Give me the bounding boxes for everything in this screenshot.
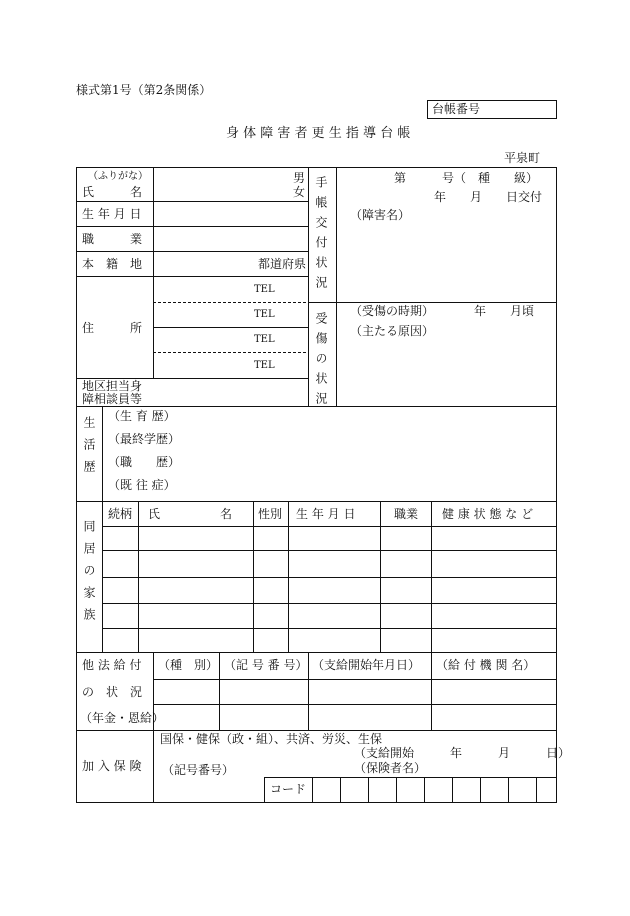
injury-cause-label: （主たる原因） <box>350 324 435 338</box>
address-field-2[interactable] <box>154 328 249 352</box>
other-benefits-header-agency: （給 付 機 関 名） <box>436 658 536 672</box>
family-header-relation: 続柄 <box>108 507 133 521</box>
address-label: 住 所 <box>82 321 143 335</box>
birth-date-field[interactable] <box>154 202 307 226</box>
prefecture-label: 都道府県 <box>258 257 307 271</box>
tel-label-2: TEL <box>254 309 275 320</box>
domicile-label: 本 籍 地 <box>82 257 143 271</box>
occupation-label: 職 業 <box>82 232 143 246</box>
town-name: 平泉町 <box>504 151 541 165</box>
family-header-occupation: 職業 <box>394 507 419 521</box>
other-benefits-label-1: 他 法 給 付 <box>82 658 142 672</box>
life-history-career: （職 歴） <box>108 455 181 469</box>
insurer-name-label: （保険者名） <box>354 761 427 775</box>
district-counselor-label-line2: 障相談員等 <box>82 392 143 406</box>
injury-time-suffix: 年 月頃 <box>474 304 535 318</box>
handbook-issue-date-line: 年 月 日交付 <box>434 190 543 204</box>
domicile-field[interactable] <box>154 252 254 276</box>
form-title: 身 体 障 害 者 更 生 指 導 台 帳 <box>226 126 411 141</box>
family-header-name: 氏 名 <box>148 507 233 521</box>
occupation-field[interactable] <box>154 227 307 251</box>
disability-name-label: （障害名） <box>350 208 411 222</box>
disability-name-field[interactable] <box>337 224 555 301</box>
ledger-number-label: 台帳番号 <box>432 102 481 116</box>
other-benefits-header-symbol: （記 号 番 号） <box>224 658 308 672</box>
life-history-medical: （既 往 症） <box>108 478 176 492</box>
tel-label-4: TEL <box>254 360 275 371</box>
birth-date-label: 生 年 月 日 <box>82 207 142 221</box>
injury-status-label: 受傷の状況 <box>314 312 328 412</box>
furigana-label: （ふりがな） <box>88 171 148 182</box>
female-option[interactable]: 女 <box>293 185 306 199</box>
family-header-health: 健 康 状 態 な ど <box>442 507 534 521</box>
tel-label-1: TEL <box>254 284 275 295</box>
name-field[interactable] <box>154 168 286 200</box>
life-history-education: （最終学歴） <box>108 432 181 446</box>
name-label: 氏 名 <box>82 185 143 199</box>
insurance-start-date: （支給開始 年 月 日） <box>354 746 571 760</box>
handbook-status-label: 手帳交付状況 <box>314 176 328 296</box>
district-counselor-label-line1: 地区担当身 <box>82 379 143 393</box>
insurance-label: 加 入 保 険 <box>82 759 142 773</box>
family-header-birth: 生 年 月 日 <box>296 507 356 521</box>
other-benefits-label-2: の 状 況 <box>82 685 143 699</box>
family-header-sex: 性別 <box>258 507 283 521</box>
district-counselor-field[interactable] <box>154 379 307 405</box>
family-label: 同居の家族 <box>82 520 96 630</box>
life-history-label: 生活歴 <box>82 416 96 482</box>
male-option[interactable]: 男 <box>293 171 306 185</box>
life-history-field[interactable] <box>175 407 555 500</box>
other-benefits-header-type: （種 別） <box>158 658 219 672</box>
insurance-types: 国保・健保（政・組）、共済、労災、生保 <box>160 732 383 746</box>
code-label: コード <box>270 782 307 796</box>
tel-label-3: TEL <box>254 334 275 345</box>
injury-cause-field[interactable] <box>337 340 555 405</box>
handbook-number-line: 第 号（ 種 級） <box>394 171 539 185</box>
form-number: 様式第1号（第2条関係） <box>76 83 212 97</box>
injury-time-label: （受傷の時期） <box>350 304 435 318</box>
address-field-1[interactable] <box>154 278 249 302</box>
other-benefits-header-start: （支給開始年月日） <box>312 658 421 672</box>
insurance-symbol-number-label: （記号番号） <box>162 763 235 777</box>
other-benefits-label-3: （年金・恩給） <box>80 711 165 725</box>
life-history-upbringing: （生 育 歴） <box>108 409 176 423</box>
